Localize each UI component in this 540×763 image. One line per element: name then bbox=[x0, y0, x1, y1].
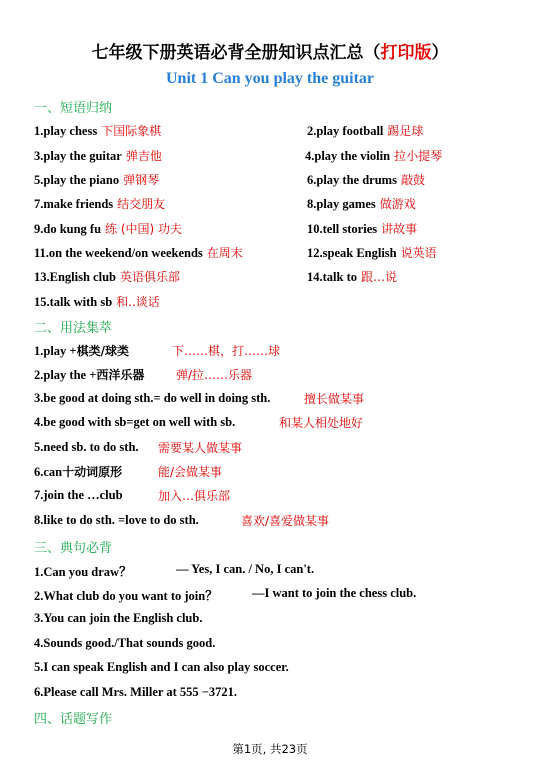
phrase-item: 9.do kung fu 练 (中国) 功夫 bbox=[34, 222, 183, 236]
page-footer: 第1页, 共23页 bbox=[232, 742, 308, 756]
phrase-item: 7.make friends 结交朋友 bbox=[34, 197, 166, 211]
usage-item: 8.like to do sth. =love to do sth. 喜欢/喜爱做某事 bbox=[34, 513, 330, 528]
unit-heading: Unit 1 Can you play the guitar bbox=[165, 70, 375, 87]
usage-item: 6.can十动词原形 能/会做某事 bbox=[34, 465, 223, 479]
usage-item: 4.be good with sb=get on well with sb. 和某人相处地好 bbox=[34, 415, 364, 430]
section-heading-phrases: 一、短语归纳 bbox=[34, 101, 113, 116]
phrase-item: 3.play the guitar 弹吉他 bbox=[34, 149, 162, 163]
usage-item: 3.be good at doing sth.= do well in doing sth. 擅长做某事 bbox=[34, 391, 365, 406]
phrase-item: 2.play football 踢足球 bbox=[307, 124, 424, 138]
phrase-item: 11.on the weekend/on weekends 在周末 bbox=[34, 246, 243, 260]
sentence-item: 5.I can speak English and I can also play soccer. bbox=[34, 660, 289, 674]
section-heading-writing: 四、话题写作 bbox=[34, 712, 113, 727]
phrase-item: 14.talk to 跟…说 bbox=[307, 270, 397, 284]
title-highlight: 打印版 bbox=[380, 43, 432, 63]
section-heading-usage: 二、用法集萃 bbox=[34, 321, 113, 336]
phrase-item: 8.play games 做游戏 bbox=[307, 197, 416, 211]
sentence-item: 6.Please call Mrs. Miller at 555 −3721. bbox=[34, 685, 238, 699]
phrase-item: 4.play the violin 拉小提琴 bbox=[305, 149, 443, 163]
phrase-item: 1.play chess 下国际象棋 bbox=[34, 124, 162, 138]
title-main: 七年级下册英语必背全册知识点汇总（ bbox=[91, 43, 381, 63]
page-title bbox=[0, 38, 540, 63]
phrase-item: 10.tell stories 讲故事 bbox=[307, 222, 418, 236]
phrase-item: 12.speak English 说英语 bbox=[307, 246, 437, 260]
section-heading-sentences: 三、典句必背 bbox=[34, 541, 113, 556]
sentence-item: 3.You can join the English club. bbox=[34, 611, 203, 625]
usage-item: 7.join the …club 加入…俱乐部 bbox=[34, 488, 231, 503]
phrase-item: 6.play the drums 敲鼓 bbox=[307, 173, 425, 187]
title-end: ） bbox=[431, 43, 449, 63]
sentence-item: 4.Sounds good./That sounds good. bbox=[34, 636, 216, 650]
sentence-item: 2.What club do you want to join？ —I want to join the chess club. bbox=[34, 586, 417, 603]
phrase-item: 15.talk with sb 和..谈话 bbox=[34, 295, 160, 309]
sentence-item: 1.Can you draw？ — Yes, I can. / No, I can't. bbox=[34, 562, 315, 579]
usage-item: 1.play +棋类/球类 下……棋，打……球 bbox=[34, 344, 281, 358]
phrase-item: 5.play the piano 弹钢琴 bbox=[34, 173, 160, 187]
phrase-item: 13.English club 英语俱乐部 bbox=[34, 270, 180, 284]
usage-item: 2.play the +西洋乐器 弹/拉……乐器 bbox=[34, 368, 253, 382]
usage-item: 5.need sb. to do sth. 需要某人做某事 bbox=[34, 440, 243, 455]
